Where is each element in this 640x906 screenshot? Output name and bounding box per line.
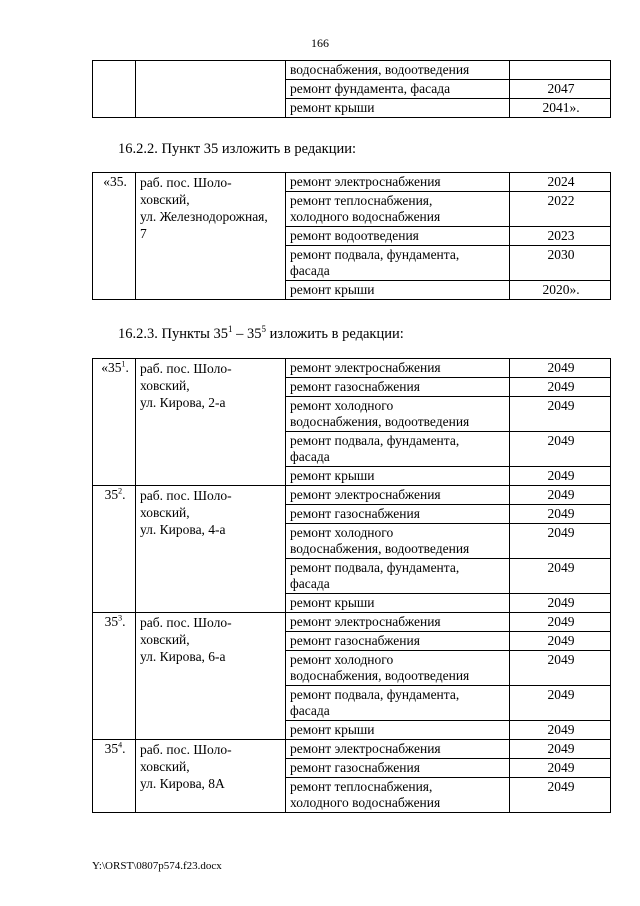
- work-cell: [286, 740, 510, 759]
- work-cell: [286, 227, 510, 246]
- year-cell: 2049: [510, 651, 611, 686]
- number-cell: [93, 61, 136, 118]
- cell-line: водоснабжения, водоотведения: [290, 541, 470, 556]
- cell-line: ремонт газоснабжения: [290, 506, 420, 521]
- work-cell: [286, 173, 510, 192]
- work-cell: ремонт фундамента, фасада: [286, 80, 510, 99]
- item-number-end: .: [125, 360, 129, 375]
- cell-line: ремонт холодного: [290, 398, 394, 413]
- cell-line: ул. Кирова, 4-а: [140, 522, 226, 537]
- cell-line: ремонт теплоснабжения,: [290, 193, 433, 208]
- table-row: [93, 359, 611, 378]
- item-number-cell: [93, 613, 136, 740]
- item-number-end: .: [122, 614, 126, 629]
- year-cell: 2023: [510, 227, 611, 246]
- work-cell: [286, 486, 510, 505]
- year-cell: 2024: [510, 173, 611, 192]
- year-cell: 2049: [510, 467, 611, 486]
- address-cell: [136, 173, 286, 300]
- year-cell: 2049: [510, 594, 611, 613]
- item-number-cell: [93, 740, 136, 813]
- cell-line: ховский,: [140, 378, 190, 393]
- cell-line: фасада: [290, 703, 330, 718]
- cell-line: фасада: [290, 263, 330, 278]
- year-cell: 2049: [510, 486, 611, 505]
- cell-line: раб. пос. Шоло-: [140, 742, 232, 757]
- work-cell: [286, 378, 510, 397]
- cell-line: ремонт подвала, фундамента,: [290, 560, 460, 575]
- item-number-cell: [93, 486, 136, 613]
- cell-line: ремонт подвала, фундамента,: [290, 687, 460, 702]
- work-cell: [286, 721, 510, 740]
- year-cell: 2049: [510, 759, 611, 778]
- year-cell: 2022: [510, 192, 611, 227]
- cell-line: ховский,: [140, 632, 190, 647]
- work-cell: [286, 281, 510, 300]
- cell-line: раб. пос. Шоло-: [140, 615, 232, 630]
- year-cell: 2049: [510, 559, 611, 594]
- item-number-sup: 1: [121, 359, 126, 369]
- year-cell: [510, 61, 611, 80]
- address-cell: [136, 613, 286, 740]
- item-number-sup: 3: [118, 613, 123, 623]
- cell-line: холодного водоснабжения: [290, 209, 441, 224]
- year-cell: 2047: [510, 80, 611, 99]
- address-cell: [136, 61, 286, 118]
- item-number: «35: [101, 360, 122, 375]
- table-row: [93, 740, 611, 759]
- work-cell: [286, 359, 510, 378]
- year-cell: 2049: [510, 505, 611, 524]
- address-cell: [136, 486, 286, 613]
- paragraph-16-2-3: [118, 326, 404, 343]
- address-cell: [136, 359, 286, 486]
- cell-line: раб. пос. Шоло-: [140, 488, 232, 503]
- year-cell: 2049: [510, 721, 611, 740]
- cell-line: ремонт подвала, фундамента,: [290, 433, 460, 448]
- work-cell: [286, 192, 510, 227]
- para-sup-5: 5: [261, 324, 267, 335]
- table-row: [93, 173, 611, 192]
- year-cell: 2049: [510, 740, 611, 759]
- year-cell: 2049: [510, 378, 611, 397]
- cell-line: ремонт электроснабжения: [290, 360, 441, 375]
- year-cell: 2049: [510, 632, 611, 651]
- work-cell: [286, 467, 510, 486]
- cell-line: ховский,: [140, 759, 190, 774]
- cell-line: 7: [140, 226, 147, 241]
- paragraph-16-2-2: 16.2.2. Пункт 35 изложить в редакции:: [118, 141, 357, 157]
- table-row: [93, 613, 611, 632]
- work-cell: [286, 759, 510, 778]
- cell-line: ремонт крыши: [290, 468, 375, 483]
- item-number: 35: [104, 487, 119, 502]
- work-cell: [286, 613, 510, 632]
- year-cell: 2049: [510, 778, 611, 813]
- table-item-35: [92, 172, 611, 300]
- cell-line: ремонт электроснабжения: [290, 741, 441, 756]
- cell-line: ремонт водоотведения: [290, 228, 419, 243]
- cell-line: ховский,: [140, 192, 190, 207]
- cell-line: ремонт электроснабжения: [290, 487, 441, 502]
- table-row: [93, 486, 611, 505]
- year-cell: 2049: [510, 613, 611, 632]
- work-cell: [286, 524, 510, 559]
- item-number-sup: 2: [118, 486, 123, 496]
- work-cell: водоснабжения, водоотведения: [286, 61, 510, 80]
- work-cell: [286, 559, 510, 594]
- year-cell: 2049: [510, 686, 611, 721]
- cell-line: ремонт холодного: [290, 652, 394, 667]
- table-continuation: [92, 60, 611, 118]
- year-cell: 2049: [510, 432, 611, 467]
- cell-line: ремонт газоснабжения: [290, 379, 420, 394]
- work-cell: [286, 778, 510, 813]
- address-cell: [136, 740, 286, 813]
- work-cell: [286, 397, 510, 432]
- work-cell: [286, 246, 510, 281]
- para-sup-1: 1: [228, 324, 233, 335]
- work-cell: [286, 632, 510, 651]
- cell-line: фасада: [290, 576, 330, 591]
- item-number: «35.: [103, 174, 127, 189]
- item-number-end: .: [122, 487, 126, 502]
- cell-line: раб. пос. Шоло-: [140, 175, 232, 190]
- year-cell: 2049: [510, 397, 611, 432]
- cell-line: ремонт электроснабжения: [290, 614, 441, 629]
- cell-line: ремонт газоснабжения: [290, 760, 420, 775]
- work-cell: [286, 594, 510, 613]
- cell-line: фасада: [290, 449, 330, 464]
- cell-line: холодного водоснабжения: [290, 795, 441, 810]
- work-cell: [286, 505, 510, 524]
- cell-line: водоснабжения, водоотведения: [290, 414, 470, 429]
- item-number: 35: [104, 741, 119, 756]
- item-number-cell: [93, 359, 136, 486]
- cell-line: ул. Кирова, 2-а: [140, 395, 226, 410]
- cell-line: ул. Кирова, 6-а: [140, 649, 226, 664]
- para-prefix: 16.2.3. Пункты 35: [118, 326, 229, 342]
- year-cell: 2020».: [510, 281, 611, 300]
- cell-line: раб. пос. Шоло-: [140, 361, 232, 376]
- work-cell: [286, 432, 510, 467]
- cell-line: ул. Кирова, 8А: [140, 776, 225, 791]
- item-number-sup: 4: [118, 740, 123, 750]
- cell-line: ремонт электроснабжения: [290, 174, 441, 189]
- cell-line: ремонт крыши: [290, 595, 375, 610]
- cell-line: ремонт теплоснабжения,: [290, 779, 433, 794]
- item-number: 35: [104, 614, 119, 629]
- year-cell: 2030: [510, 246, 611, 281]
- cell-line: водоснабжения, водоотведения: [290, 668, 470, 683]
- year-cell: 2049: [510, 524, 611, 559]
- table-items-35-1-to-35-5: [92, 358, 611, 813]
- cell-line: ремонт газоснабжения: [290, 633, 420, 648]
- cell-line: ремонт холодного: [290, 525, 394, 540]
- year-cell: 2041».: [510, 99, 611, 118]
- work-cell: [286, 686, 510, 721]
- cell-line: ремонт подвала, фундамента,: [290, 247, 460, 262]
- para-suffix: изложить в редакции:: [266, 326, 404, 342]
- item-number-end: .: [122, 741, 126, 756]
- cell-line: ховский,: [140, 505, 190, 520]
- year-cell: 2049: [510, 359, 611, 378]
- page-number: 166: [311, 36, 329, 50]
- work-cell: ремонт крыши: [286, 99, 510, 118]
- para-dash: – 35: [232, 326, 262, 342]
- file-path-footer: Y:\ORST\0807p574.f23.docx: [92, 860, 222, 872]
- cell-line: ремонт крыши: [290, 282, 375, 297]
- table-row: [93, 61, 611, 80]
- item-number-cell: [93, 173, 136, 300]
- cell-line: ул. Железнодорожная,: [140, 209, 268, 224]
- cell-line: ремонт крыши: [290, 722, 375, 737]
- work-cell: [286, 651, 510, 686]
